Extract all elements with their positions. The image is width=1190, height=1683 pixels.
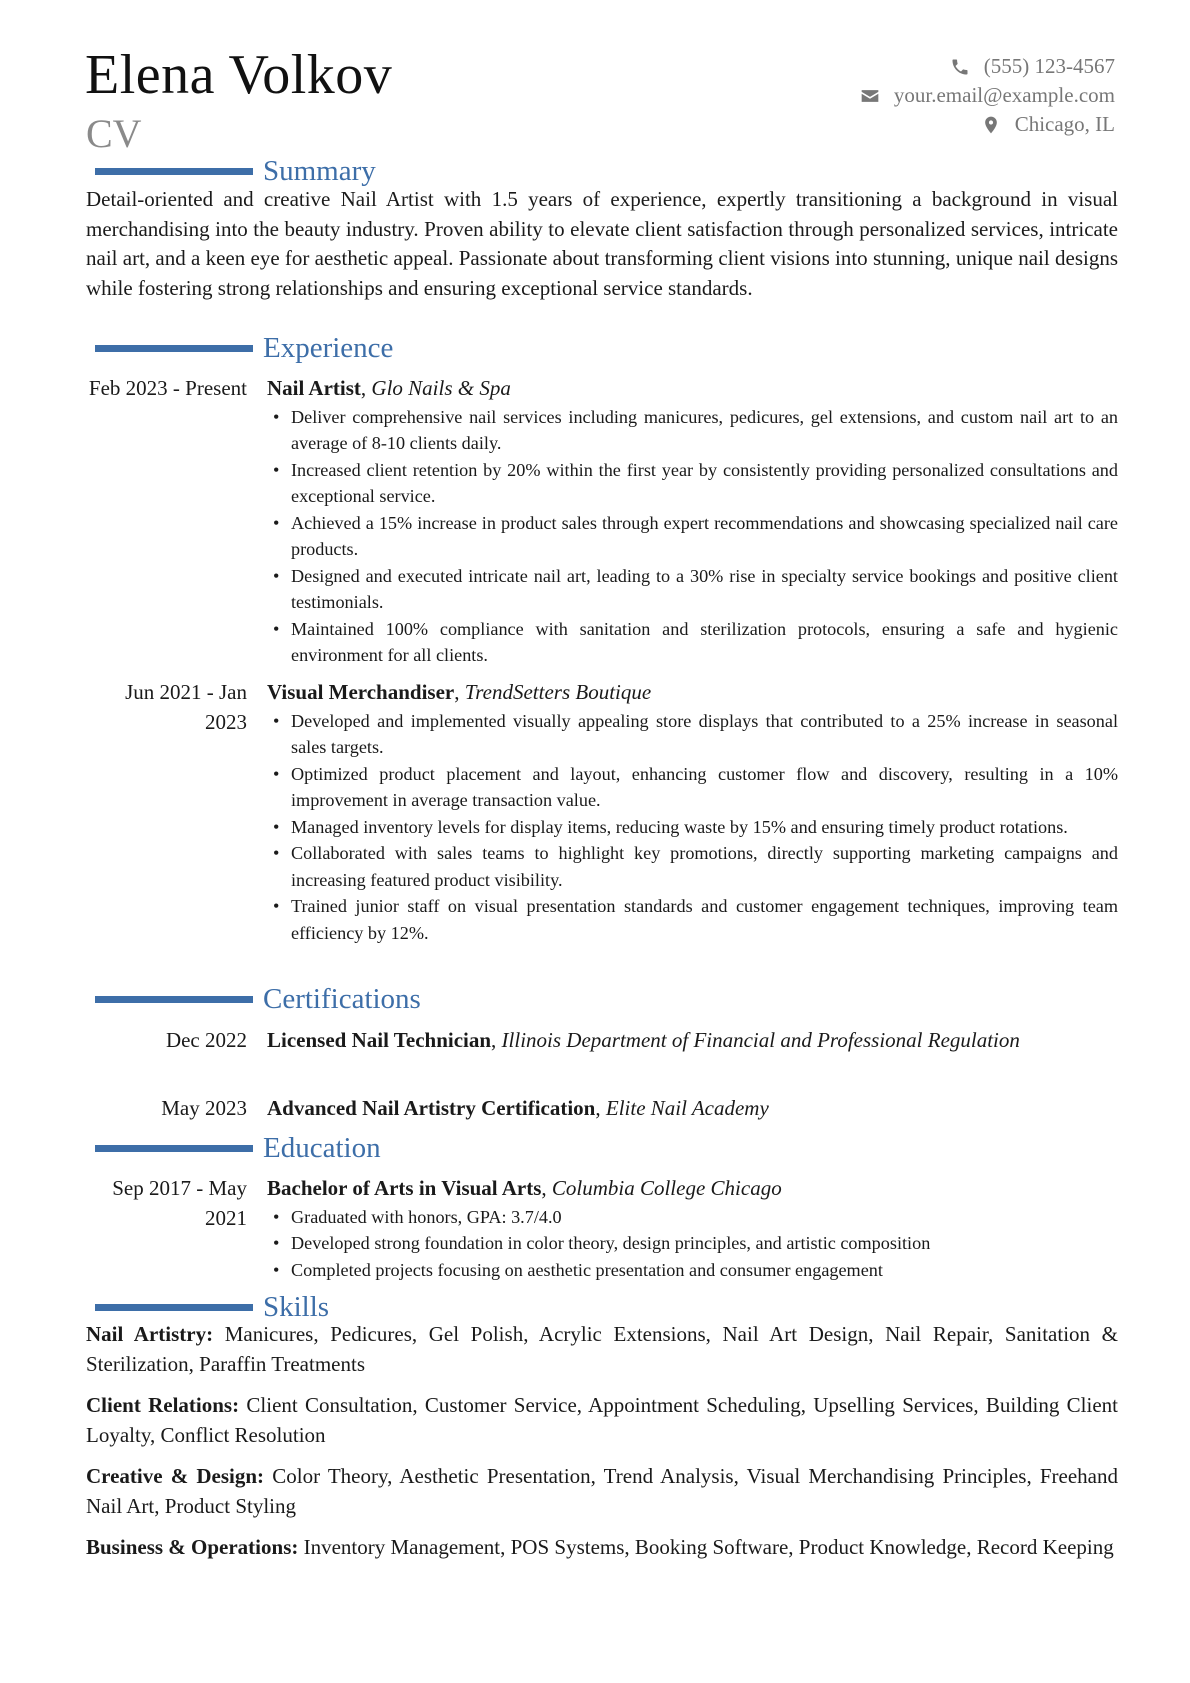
section-title: Experience <box>263 332 394 364</box>
section-accent-bar <box>95 1304 253 1311</box>
list-item: • Collaborated with sales teams to highlight key promotions, directly supporting marketing campaigns and increasing featured product visibility. <box>267 840 1118 893</box>
section-accent-bar <box>95 345 253 352</box>
entry-headline: Nail Artist, Glo Nails & Spa <box>267 376 511 400</box>
skill-group <box>86 1462 1118 1521</box>
entry-date: Dec 2022 <box>165 1028 247 1052</box>
skill-group <box>86 1320 1118 1379</box>
list-item: • Maintained 100% compliance with sanitation and sterilization protocols, ensuring a safe and hygienic environment for all clients. <box>267 616 1118 669</box>
phone-text[interactable]: (555) 123-4567 <box>983 54 1115 78</box>
section-title: Summary <box>263 155 376 187</box>
entry-bullets <box>267 404 1118 669</box>
entry-org: TrendSetters Boutique <box>464 680 652 704</box>
skill-group-label: Client Relations: <box>86 1393 240 1417</box>
phone-icon <box>950 57 970 77</box>
list-item: • Deliver comprehensive nail services including manicures, pedicures, gel extensions, and custom nail art to an average of 8-10 clients daily. <box>267 404 1118 457</box>
entry-role: Visual Merchandiser <box>267 680 455 704</box>
section-skills-heading <box>95 1290 329 1324</box>
entry-date: Sep 2017 - May 2021 <box>112 1176 247 1230</box>
skill-group <box>86 1391 1118 1450</box>
degree-name: Bachelor of Arts in Visual Arts <box>267 1176 542 1200</box>
list-item: • Developed strong foundation in color theory, design principles, and artistic composition <box>267 1230 1118 1257</box>
section-title: Certifications <box>263 983 421 1015</box>
contact-block <box>860 52 1115 139</box>
entry-headline: Advanced Nail Artistry Certification, Elite Nail Academy <box>267 1096 769 1120</box>
email-text[interactable]: your.email@example.com <box>893 83 1115 107</box>
list-item: • Trained junior staff on visual presentation standards and customer engagement techniques, improving team efficiency by 12%. <box>267 893 1118 946</box>
section-title: Skills <box>263 1291 330 1323</box>
section-certifications-heading <box>95 982 421 1016</box>
skill-group-items: Color Theory, Aesthetic Presentation, Trend Analysis, Visual Merchandising Principles, Freehand Nail Art, Product Styling <box>86 1464 1118 1518</box>
section-title: Education <box>263 1132 381 1164</box>
skill-group-label: Business & Operations: <box>86 1535 299 1559</box>
list-item: • Increased client retention by 20% within the first year by consistently providing personalized consultations and exceptional service. <box>267 457 1118 510</box>
envelope-icon <box>860 86 880 106</box>
map-marker-icon <box>981 115 1001 135</box>
skill-group-items: Client Consultation, Customer Service, Appointment Scheduling, Upselling Services, Building Client Loyalty, Conflict Resolution <box>86 1393 1118 1447</box>
entry-date: Jun 2021 - Jan 2023 <box>125 680 247 734</box>
list-item: • Achieved a 15% increase in product sales through expert recommendations and showcasing specialized nail care products. <box>267 510 1118 563</box>
contact-email <box>860 81 1115 110</box>
section-accent-bar <box>95 168 253 175</box>
contact-phone <box>860 52 1115 81</box>
entry-bullets <box>267 1204 1118 1284</box>
document-subtitle: CV <box>86 111 142 156</box>
list-item: • Graduated with honors, GPA: 3.7/4.0 <box>267 1204 1118 1231</box>
entry-org: Glo Nails & Spa <box>371 376 511 400</box>
skill-group-label: Nail Artistry: <box>86 1322 214 1346</box>
entry-headline: Licensed Nail Technician, Illinois Department of Financial and Professional Regulation <box>267 1028 1020 1052</box>
entry-role: Nail Artist <box>267 376 361 400</box>
section-accent-bar <box>95 1145 253 1152</box>
skill-group-label: Creative & Design: <box>86 1464 265 1488</box>
section-summary-heading <box>95 154 376 188</box>
contact-location <box>860 110 1115 139</box>
section-education-heading <box>95 1131 381 1165</box>
list-item: • Developed and implemented visually appealing store displays that contributed to a 25% increase in seasonal sales targets. <box>267 708 1118 761</box>
list-item: • Designed and executed intricate nail art, leading to a 30% rise in specialty service bookings and positive client testimonials. <box>267 563 1118 616</box>
list-item: • Optimized product placement and layout, enhancing customer flow and discovery, resulting in a 10% improvement in average transaction value. <box>267 761 1118 814</box>
list-item: • Completed projects focusing on aesthetic presentation and consumer engagement <box>267 1257 1118 1284</box>
cert-name: Advanced Nail Artistry Certification <box>267 1096 596 1120</box>
location-text: Chicago, IL <box>1014 112 1115 136</box>
skill-group <box>86 1533 1118 1563</box>
entry-date: May 2023 <box>161 1096 247 1120</box>
cert-name: Licensed Nail Technician <box>267 1028 492 1052</box>
section-experience-heading <box>95 331 393 365</box>
school-name: Columbia College Chicago <box>551 1176 782 1200</box>
entry-bullets <box>267 708 1118 947</box>
entry-headline: Visual Merchandiser, TrendSetters Boutique <box>267 680 652 704</box>
candidate-name: Elena Volkov <box>85 44 393 106</box>
skill-group-items: Manicures, Pedicures, Gel Polish, Acrylic Extensions, Nail Art Design, Nail Repair, Sanitation & Sterilization, Paraffin Treatments <box>86 1322 1118 1376</box>
summary-text: Detail-oriented and creative Nail Artist with 1.5 years of experience, expertly transitioning a background in visual merchandising into the beauty industry. Proven ability to elevate client satisfaction through personalized services, intricate nail art, and a keen eye for aesthetic appeal. Passionate about transforming client visions into stunning, unique nail designs while fostering strong relationships and ensuring exceptional service standards. <box>86 187 1118 300</box>
entry-headline: Bachelor of Arts in Visual Arts, Columbia College Chicago <box>267 1176 782 1200</box>
list-item: • Managed inventory levels for display items, reducing waste by 15% and ensuring timely product rotations. <box>267 814 1118 841</box>
cert-issuer: Illinois Department of Financial and Professional Regulation <box>501 1028 1020 1052</box>
skill-group-items: Inventory Management, POS Systems, Booking Software, Product Knowledge, Record Keeping <box>303 1535 1114 1559</box>
entry-date: Feb 2023 - Present <box>88 376 247 400</box>
cert-issuer: Elite Nail Academy <box>605 1096 769 1120</box>
section-accent-bar <box>95 996 253 1003</box>
